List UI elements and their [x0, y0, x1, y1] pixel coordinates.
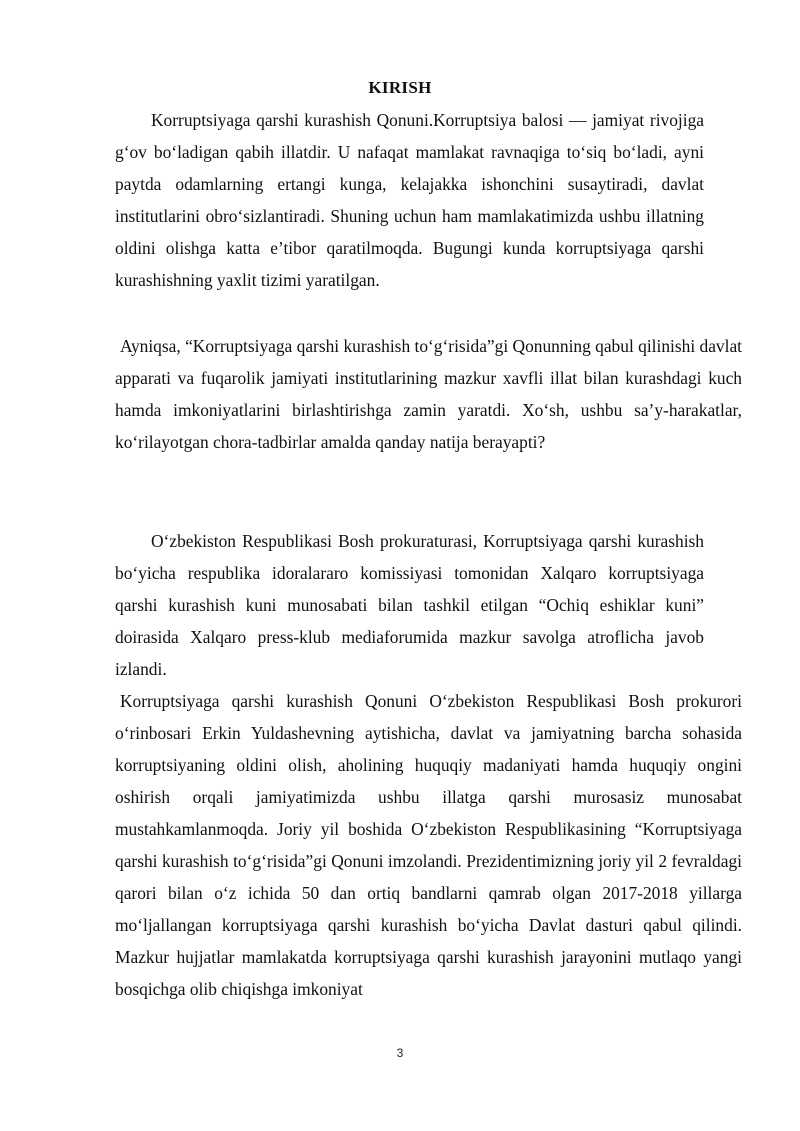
page-number: 3 [396, 1046, 404, 1060]
paragraph-intro: Korruptsiyaga qarshi kurashish Qonuni.Korruptsiya balosi — jamiyat rivojiga g‘ov bo‘ladigan qabih illatdir. U nafaqat mamlakat ravnaqiga to‘siq bo‘ladi, ayni paytda odamlarning ertangi kunga, kelajakka ishonchini susaytiradi, davlat institutlarini obro‘sizlantiradi. Shuning uchun ham mamlakatimizda ushbu illatning oldini olishga katta e’tibor qaratilmoqda. Bugungi kunda korruptsiyaga qarshi kurashishning yaxlit tizimi yaratilgan. [115, 110, 704, 290]
paragraph-law-adoption: Ayniqsa, “Korruptsiyaga qarshi kurashish to‘g‘risida”gi Qonunning qabul qilinishi davlat apparati va fuqarolik jamiyati institutlarining mazkur xavfli illat bilan kurashdagi kuch hamda imkoniyatlarini birlashtirishga zamin yaratdi. Xo‘sh, ushbu sa’y-harakatlar, ko‘rilayotgan chora-tadbirlar amalda qanday natija berayapti? [115, 336, 742, 452]
paragraph-open-doors-day: O‘zbekiston Respublikasi Bosh prokuraturasi, Korruptsiyaga qarshi kurashish bo‘yicha respublika idoralararo komissiyasi tomonidan Xalqaro korruptsiyaga qarshi kurashish kuni munosabati bilan tashkil etilgan “Ochiq eshiklar kuni” doirasida Xalqaro press-klub mediaforumida mazkur savolga atroflicha javob izlandi. [115, 531, 704, 679]
section-heading: KIRISH [368, 78, 432, 97]
paragraph-prosecutor-statement: Korruptsiyaga qarshi kurashish Qonuni O‘zbekiston Respublikasi Bosh prokurori o‘rinbosari Erkin Yuldashevning aytishicha, davlat va jamiyatning barcha sohasida korruptsiyaning oldini olish, aholining huquqiy madaniyati hamda huquqiy ongini oshirish orqali jamiyatimizda ushbu illatga qarshi murosasiz munosabat mustahkamlanmoqda. Joriy yil boshida O‘zbekiston Respublikasining “Korruptsiyaga qarshi kurashish to‘g‘risida”gi Qonuni imzolandi. Prezidentimizning joriy yil 2 fevraldagi qarori bilan o‘z ichida 50 dan ortiq bandlarni qamrab olgan 2017-2018 yillarga mo‘ljallangan korruptsiyaga qarshi kurashish bo‘yicha Davlat dasturi qabul qilindi. Mazkur hujjatlar mamlakatda korruptsiyaga qarshi kurashish jarayonini mutlaqo yangi bosqichga olib chiqishga imkoniyat [115, 691, 742, 999]
